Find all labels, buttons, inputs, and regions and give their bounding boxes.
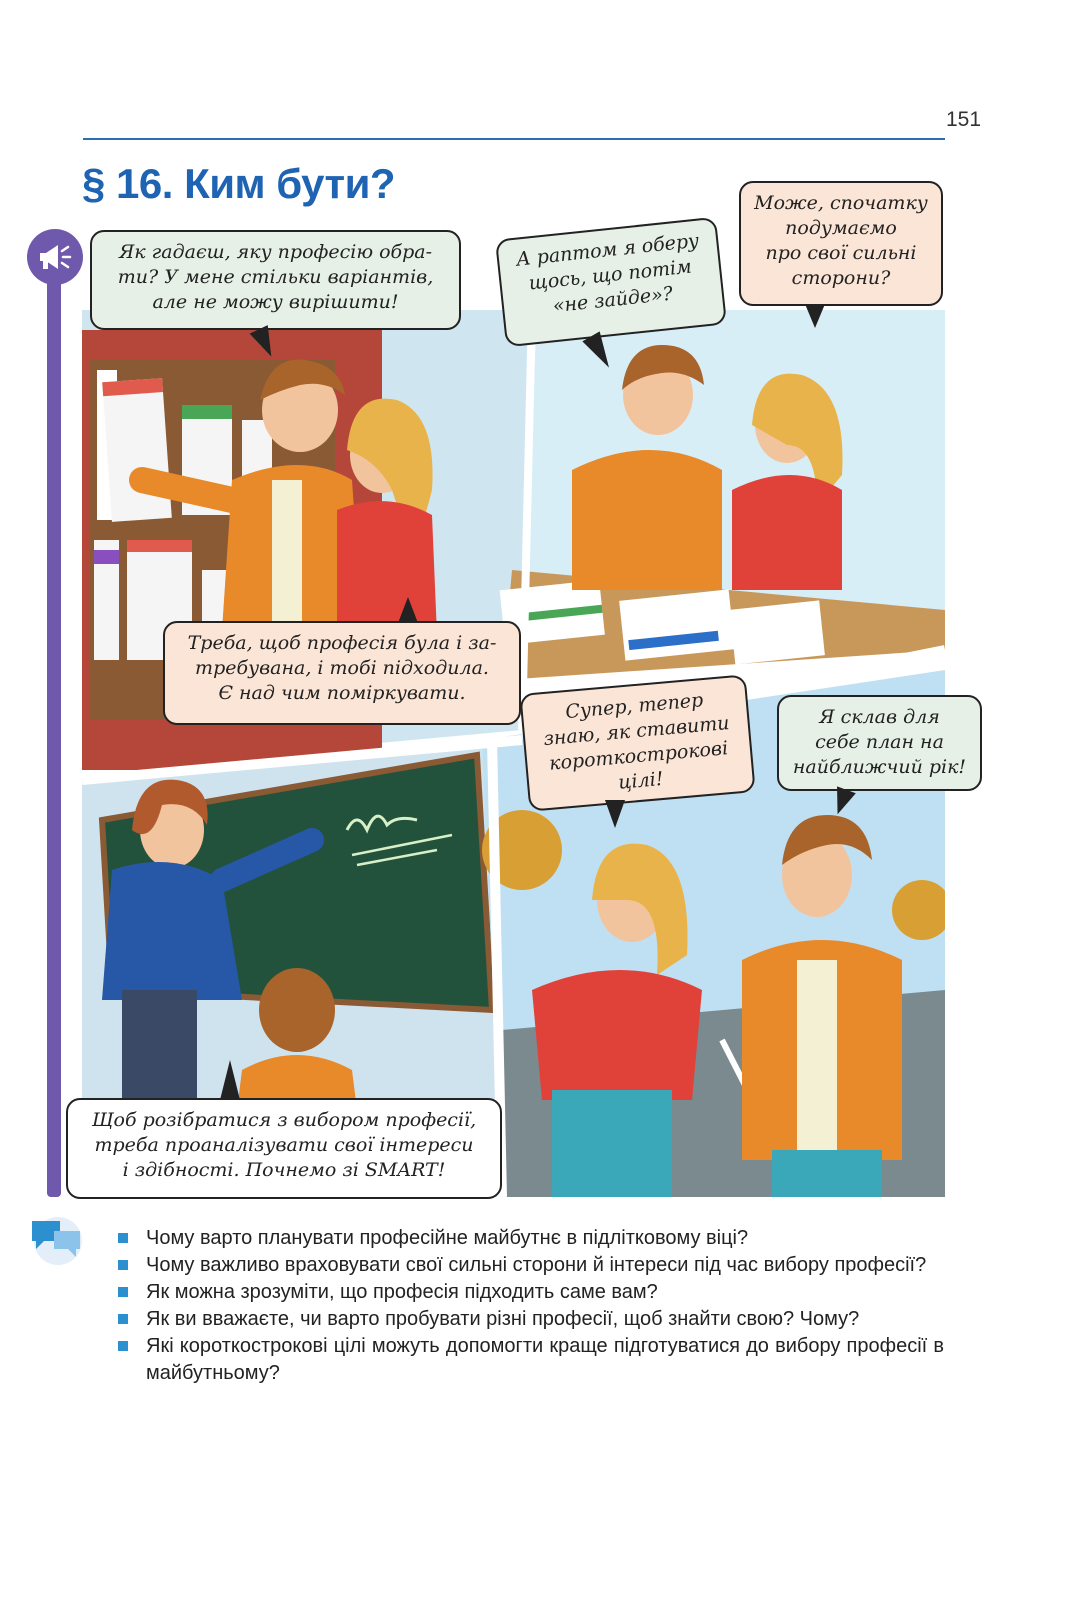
- bubble-tail-4: [398, 597, 418, 623]
- question-item: Як можна зрозуміти, що професія підходить саме вам?: [118, 1279, 944, 1306]
- bubble-tail-3: [805, 304, 825, 328]
- bubble-tail-7: [220, 1060, 240, 1100]
- bubble-tail-5: [605, 800, 625, 828]
- question-item: Які короткострокові цілі можуть допомогти краще підготуватися до вибору професії в майбутньому?: [118, 1333, 944, 1387]
- question-item: Чому варто планувати професійне майбутнє в підлітковому віці?: [118, 1225, 944, 1252]
- side-bar: [47, 262, 61, 1197]
- discussion-icon: [28, 1215, 84, 1267]
- speech-bubble-5: Супер, тепер знаю, як ставити короткострокові цілі!: [519, 674, 755, 811]
- speech-bubble-7: Щоб розібратися з вибором професії, треба проаналізувати свої інтереси і здібності. Почнемо зі SMART!: [66, 1098, 502, 1199]
- discussion-questions: [118, 1225, 944, 1387]
- page-title: § 16. Ким бути?: [82, 160, 396, 207]
- speech-bubble-1: Як гадаєш, яку професію обра- ти? У мене стільки варіантів, але не можу вирішити!: [90, 230, 461, 330]
- header-rule: [83, 138, 945, 140]
- question-item: Як ви вважаєте, чи варто пробувати різні професії, щоб знайти свою? Чому?: [118, 1306, 944, 1333]
- question-item: Чому важливо враховувати свої сильні сторони й інтереси під час вибору професії?: [118, 1252, 944, 1279]
- speech-bubble-3: Може, спочатку подумаємо про свої сильні сторони?: [739, 181, 943, 306]
- speech-bubble-2: А раптом я оберу щось, що потім «не зайде»?: [495, 217, 727, 348]
- speech-bubble-6: Я склав для себе план на найближчий рік!: [777, 695, 982, 791]
- page-number: 151: [946, 108, 982, 131]
- speech-bubble-4: Треба, щоб професія була і за- требувана, і тобі підходила. Є над чим поміркувати.: [163, 621, 521, 725]
- megaphone-icon: [27, 229, 83, 285]
